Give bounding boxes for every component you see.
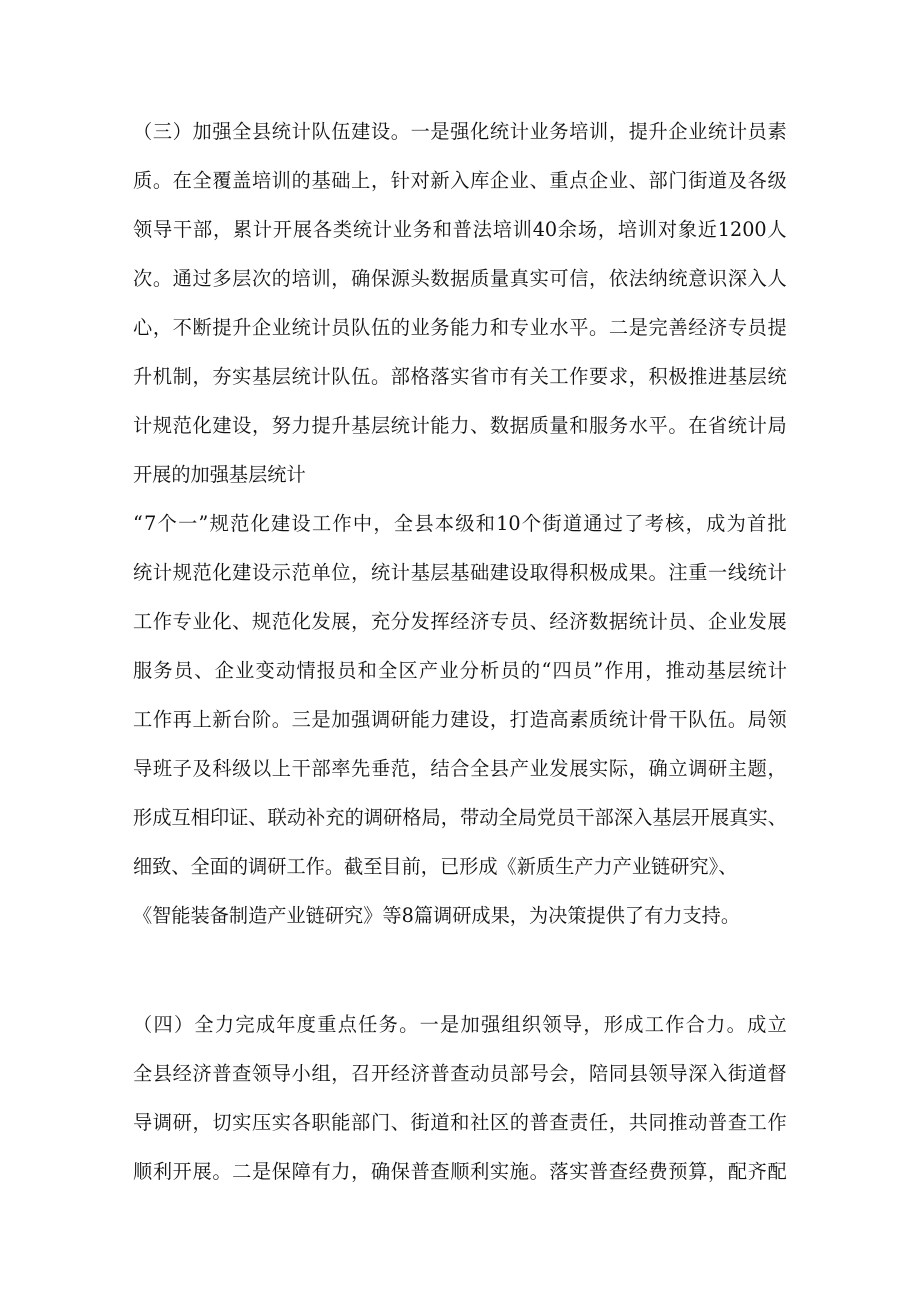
paragraph-line: 服 务 员 、 企 业 变 动 情 报 员 和 全 区 产 业 分 析 员 的 “ 四 员 ” 作 用 ， 推 动 基 层 统 计 xyxy=(133,659,787,682)
paragraph-line: 质 。 在 全 覆 盖 培 训 的 基 础 上 ， 针 对 新 入 库 企 业 、 重 点 企 业 、 部 门 街 道 及 各 级 xyxy=(133,169,787,192)
paragraph-line: （ 三 ） 加 强 全 县 统 计 队 伍 建 设 。 一 是 强 化 统 计 业 务 培 训 ， 提 升 企 业 统 计 员 素 xyxy=(133,120,787,143)
paragraph-line: “ 7 个 一 ” 规 范 化 建 设 工 作 中 ， 全 县 本 级 和 10 个 街 道 通 过 了 考 核 ， 成 为 首 批 xyxy=(133,512,787,535)
paragraph-line: 导 调 研 ， 切 实 压 实 各 职 能 部 门 、 街 道 和 社 区 的 普 查 责 任 ， 共 同 推 动 普 查 工 作 xyxy=(133,1111,787,1134)
paragraph-line: 顺 利 开 展 。 二 是 保 障 有 力 ， 确 保 普 查 顺 利 实 施 。 落 实 普 查 经 费 预 算 ， 配 齐 配 xyxy=(133,1160,787,1183)
paragraph-line: 工 作 专 业 化 、 规 范 化 发 展 ， 充 分 发 挥 经 济 专 员 、 经 济 数 据 统 计 员 、 企 业 发 展 xyxy=(133,610,787,633)
paragraph-line: 开展的加强基层统计 xyxy=(133,463,306,486)
paragraph-line: 心 ， 不 断 提 升 企 业 统 计 员 队 伍 的 业 务 能 力 和 专 业 水 平 。 二 是 完 善 经 济 专 员 提 xyxy=(133,316,787,339)
paragraph-line: （ 四 ） 全 力 完 成 年 度 重 点 任 务 。 一 是 加 强 组 织 领 导 ， 形 成 工 作 合 力 。 成 立 xyxy=(133,1013,787,1036)
paragraph-line: 全 县 经 济 普 查 领 导 小 组 ， 召 开 经 济 普 查 动 员 部 号 会 ， 陪 同 县 领 导 深 入 街 道 督 xyxy=(133,1062,787,1085)
paragraph-line: 形 成 互 相 印 证 、 联 动 补 充 的 调 研 格 局 ， 带 动 全 局 党 员 干 部 深 入 基 层 开 展 真 实 、 xyxy=(133,806,787,829)
paragraph-line: 次 。 通 过 多 层 次 的 培 训 ， 确 保 源 头 数 据 质 量 真 实 可 信 ， 依 法 纳 统 意 识 深 入 人 xyxy=(133,267,787,290)
paragraph-line: 《智能装备制造产业链研究》等8篇调研成果，为决策提供了有力支持。 xyxy=(133,904,741,927)
paragraph-line: 细致、全面的调研工作。截至目前，已形成《新质生产力产业链研究》、 xyxy=(133,855,738,878)
paragraph-line: 统 计 规 范 化 建 设 示 范 单 位 ， 统 计 基 层 基 础 建 设 取 得 积 极 成 果 。 注 重 一 线 统 计 xyxy=(133,561,787,584)
paragraph-line: 计 规 范 化 建 设 ， 努 力 提 升 基 层 统 计 能 力 、 数 据 质 量 和 服 务 水 平 。 在 省 统 计 局 xyxy=(133,414,787,437)
paragraph-line: 领 导 干 部 ， 累 计 开 展 各 类 统 计 业 务 和 普 法 培 训 40 余 场 ， 培 训 对 象 近 1200 人 xyxy=(133,218,787,241)
paragraph-line: 升 机 制 ， 夯 实 基 层 统 计 队 伍 。 部 格 落 实 省 市 有 关 工 作 要 求 ， 积 极 推 进 基 层 统 xyxy=(133,365,787,388)
paragraph-line: 工 作 再 上 新 台 阶 。 三 是 加 强 调 研 能 力 建 设 ， 打 造 高 素 质 统 计 骨 干 队 伍 。 局 领 xyxy=(133,708,787,731)
paragraph-line: 导 班 子 及 科 级 以 上 干 部 率 先 垂 范 ， 结 合 全 县 产 业 发 展 实 际 ， 确 立 调 研 主 题 ， xyxy=(133,757,787,780)
